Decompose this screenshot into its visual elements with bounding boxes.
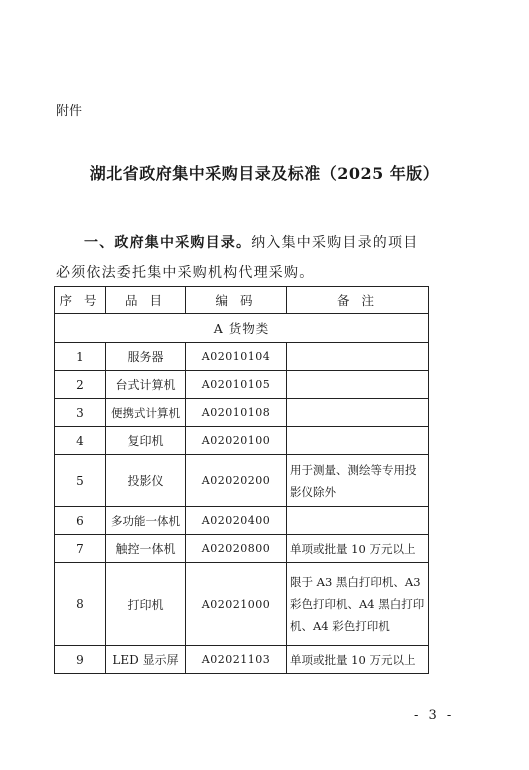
section-goods: A 货物类 bbox=[55, 314, 429, 343]
row-code: A02010104 bbox=[186, 343, 287, 371]
row-code: A02010105 bbox=[186, 371, 287, 399]
procurement-table bbox=[54, 286, 429, 674]
row-no: 7 bbox=[55, 535, 106, 563]
header-no: 序 号 bbox=[55, 287, 106, 314]
row-item: 台式计算机 bbox=[106, 371, 186, 399]
row-item: LED 显示屏 bbox=[106, 646, 186, 674]
table-row bbox=[55, 535, 429, 563]
table-row bbox=[55, 507, 429, 535]
row-note: 用于测量、测绘等专用投影仪除外 bbox=[287, 455, 429, 507]
row-no: 6 bbox=[55, 507, 106, 535]
row-note bbox=[287, 507, 429, 535]
row-item: 触控一体机 bbox=[106, 535, 186, 563]
page-number: - 3 - bbox=[414, 708, 455, 723]
table-row bbox=[55, 371, 429, 399]
table-row bbox=[55, 455, 429, 507]
section-row bbox=[55, 314, 429, 343]
row-item: 复印机 bbox=[106, 427, 186, 455]
row-note: 单项或批量 10 万元以上 bbox=[287, 646, 429, 674]
intro-text: 纳入集中采购目录的项目必须依法委托集中采购机构代理采购。 bbox=[56, 235, 419, 281]
row-item: 服务器 bbox=[106, 343, 186, 371]
row-note bbox=[287, 371, 429, 399]
table-row bbox=[55, 399, 429, 427]
row-no: 8 bbox=[55, 563, 106, 646]
table-row bbox=[55, 427, 429, 455]
row-code: A02020800 bbox=[186, 535, 287, 563]
row-code: A02021000 bbox=[186, 563, 287, 646]
row-item: 投影仪 bbox=[106, 455, 186, 507]
row-note bbox=[287, 343, 429, 371]
row-no: 3 bbox=[55, 399, 106, 427]
row-no: 9 bbox=[55, 646, 106, 674]
attachment-label: 附件 bbox=[56, 104, 83, 119]
row-code: A02010108 bbox=[186, 399, 287, 427]
table-row bbox=[55, 343, 429, 371]
row-code: A02020200 bbox=[186, 455, 287, 507]
row-note: 限于 A3 黑白打印机、A3 彩色打印机、A4 黑白打印机、A4 彩色打印机 bbox=[287, 563, 429, 646]
row-item: 便携式计算机 bbox=[106, 399, 186, 427]
row-no: 5 bbox=[55, 455, 106, 507]
header-item: 品 目 bbox=[106, 287, 186, 314]
row-item: 打印机 bbox=[106, 563, 186, 646]
row-item: 多功能一体机 bbox=[106, 507, 186, 535]
table-header-row bbox=[55, 287, 429, 314]
document-title: 湖北省政府集中采购目录及标准（2025 年版） bbox=[89, 164, 440, 183]
row-code: A02020100 bbox=[186, 427, 287, 455]
row-no: 1 bbox=[55, 343, 106, 371]
intro-paragraph bbox=[56, 228, 428, 288]
table-row bbox=[55, 646, 429, 674]
header-code: 编 码 bbox=[186, 287, 287, 314]
table-row bbox=[55, 563, 429, 646]
row-no: 2 bbox=[55, 371, 106, 399]
row-note bbox=[287, 399, 429, 427]
row-note bbox=[287, 427, 429, 455]
row-code: A02021103 bbox=[186, 646, 287, 674]
header-note: 备 注 bbox=[287, 287, 429, 314]
row-note: 单项或批量 10 万元以上 bbox=[287, 535, 429, 563]
row-code: A02020400 bbox=[186, 507, 287, 535]
row-no: 4 bbox=[55, 427, 106, 455]
intro-lead: 一、政府集中采购目录。 bbox=[84, 235, 252, 251]
